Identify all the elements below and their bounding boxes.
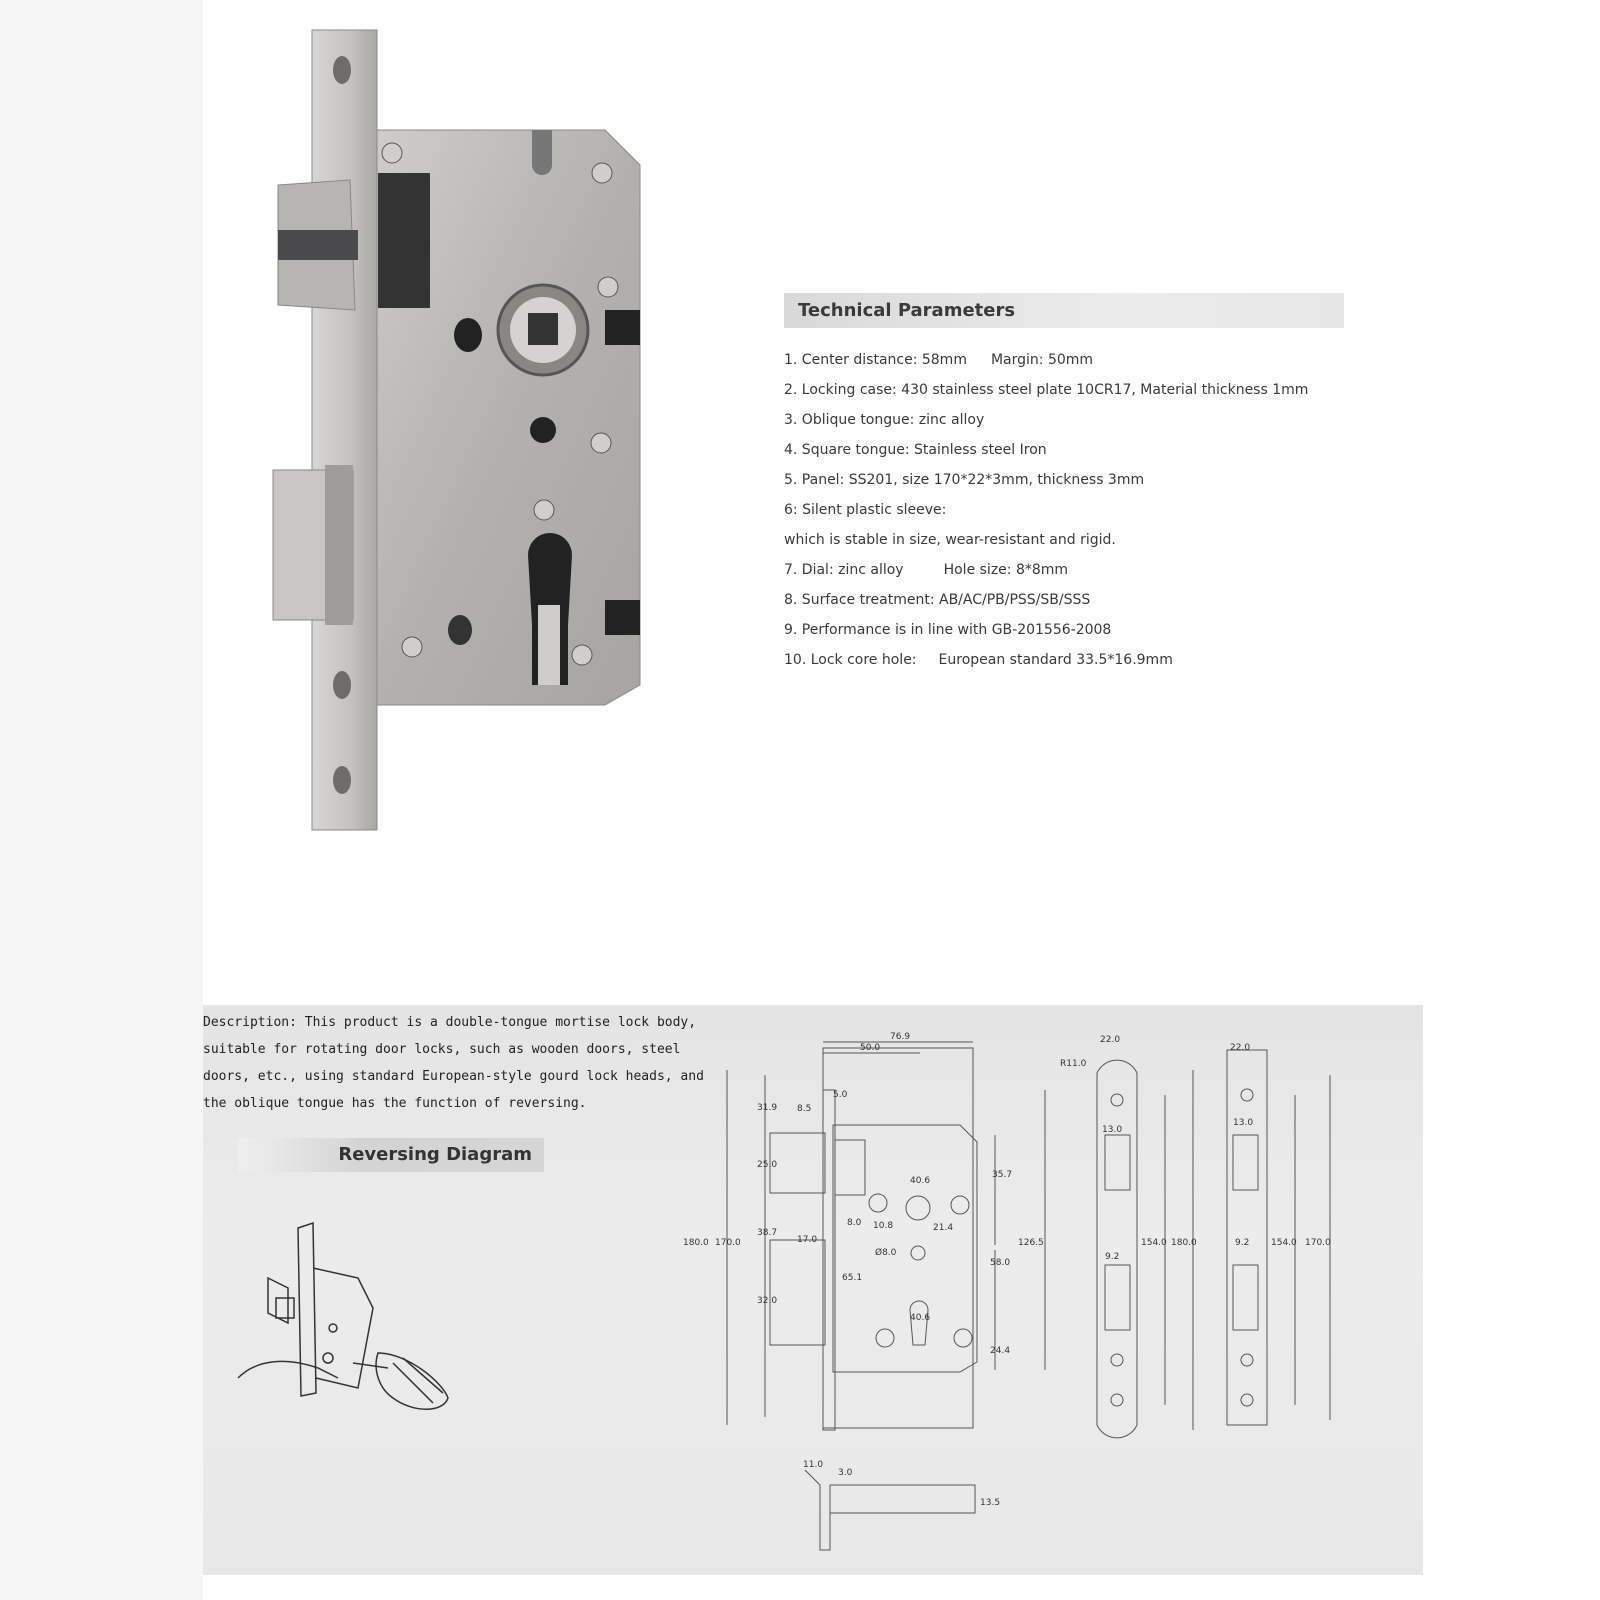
dim-label: 58.0: [990, 1258, 1011, 1268]
dim-label: 13.5: [980, 1498, 1001, 1508]
parameter-item: [784, 350, 1344, 380]
dim-label: 40.6: [910, 1313, 931, 1323]
param-text: 5. Panel: SS201, size 170*22*3mm, thickness 3mm: [784, 472, 1145, 488]
dim-label: 11.0: [803, 1460, 824, 1470]
reversing-diagram-sketch: [238, 1218, 468, 1428]
param-extra: European standard 33.5*16.9mm: [938, 652, 1173, 668]
parameter-item: [784, 470, 1344, 500]
dim-label: R11.0: [1060, 1059, 1087, 1069]
description-line: the oblique tongue has the function of reversing.: [203, 1096, 587, 1111]
param-extra: Hole size: 8*8mm: [943, 562, 1069, 578]
param-text: 7. Dial: zinc alloy: [784, 562, 904, 578]
dim-label: 10.8: [873, 1221, 894, 1231]
param-extra: Margin: 50mm: [990, 352, 1094, 368]
dim-label: 9.2: [1235, 1238, 1250, 1248]
dim-label: 38.7: [757, 1228, 778, 1238]
dim-label: 25.0: [757, 1160, 778, 1170]
mortise-lock-photo: [270, 25, 660, 845]
left-margin-strip: [0, 0, 203, 1600]
parameter-item: [784, 590, 1344, 620]
parameter-item: [784, 380, 1344, 410]
param-text: 2. Locking case: 430 stainless steel plate 10CR17, Material thickness 1mm: [784, 382, 1309, 398]
dim-label: 17.0: [797, 1235, 818, 1245]
dim-label: 24.4: [990, 1346, 1011, 1356]
dim-label: 50.0: [860, 1043, 881, 1053]
dim-label: 154.0: [1271, 1238, 1297, 1248]
product-description: [203, 1013, 723, 1121]
param-text: 9. Performance is in line with GB-201556-2008: [784, 622, 1112, 638]
param-text: 6: Silent plastic sleeve:: [784, 502, 947, 518]
param-text: 8. Surface treatment: AB/AC/PB/PSS/SB/SSS: [784, 592, 1091, 608]
dim-label: 9.2: [1105, 1252, 1120, 1262]
technical-parameters-title: Technical Parameters: [784, 293, 1344, 328]
dim-label: 8.5: [797, 1104, 812, 1114]
param-text: which is stable in size, wear-resistant and rigid.: [784, 532, 1116, 548]
dim-label: 8.0: [847, 1218, 862, 1228]
dim-label: 5.0: [833, 1090, 848, 1100]
param-text: 3. Oblique tongue: zinc alloy: [784, 412, 985, 428]
dim-label: Ø8.0: [875, 1248, 897, 1258]
parameter-item: [784, 560, 1344, 590]
dim-label: 13.0: [1233, 1118, 1254, 1128]
description-line: doors, etc., using standard European-style gourd lock heads, and: [203, 1069, 704, 1084]
dim-label: 22.0: [1230, 1043, 1251, 1053]
dim-label: 21.4: [933, 1223, 954, 1233]
parameter-item: [784, 650, 1344, 680]
dim-label: 76.9: [890, 1032, 911, 1042]
dim-label: 180.0: [1171, 1238, 1197, 1248]
technical-parameters-section: [784, 293, 1344, 680]
dim-label: 126.5: [1018, 1238, 1044, 1248]
dim-label: 40.6: [910, 1176, 931, 1186]
param-text: 10. Lock core hole:: [784, 652, 917, 668]
dim-label: 31.9: [757, 1103, 778, 1113]
dim-label: 180.0: [683, 1238, 709, 1248]
dim-label: 35.7: [992, 1170, 1013, 1180]
reversing-diagram-title: Reversing Diagram: [338, 1144, 532, 1165]
technical-drawing: [683, 1032, 1385, 1565]
dim-label: 170.0: [1305, 1238, 1331, 1248]
parameter-item: [784, 410, 1344, 440]
param-text: 4. Square tongue: Stainless steel Iron: [784, 442, 1047, 458]
dim-label: 32.0: [757, 1296, 778, 1306]
dim-label: 154.0: [1141, 1238, 1167, 1248]
dim-label: 22.0: [1100, 1035, 1121, 1045]
dim-label: 65.1: [842, 1273, 863, 1283]
parameter-list: [784, 350, 1344, 680]
description-line: Description: This product is a double-tongue mortise lock body,: [203, 1015, 697, 1030]
parameter-item: [784, 440, 1344, 470]
parameter-item: [784, 530, 1344, 560]
dim-label: 13.0: [1102, 1125, 1123, 1135]
dim-label: 3.0: [838, 1468, 853, 1478]
parameter-item: [784, 620, 1344, 650]
param-text: 1. Center distance: 58mm: [784, 352, 967, 368]
dim-label: 170.0: [715, 1238, 741, 1248]
reversing-diagram-header: [238, 1138, 544, 1172]
parameter-item: [784, 500, 1344, 530]
description-line: suitable for rotating door locks, such as wooden doors, steel: [203, 1042, 681, 1057]
